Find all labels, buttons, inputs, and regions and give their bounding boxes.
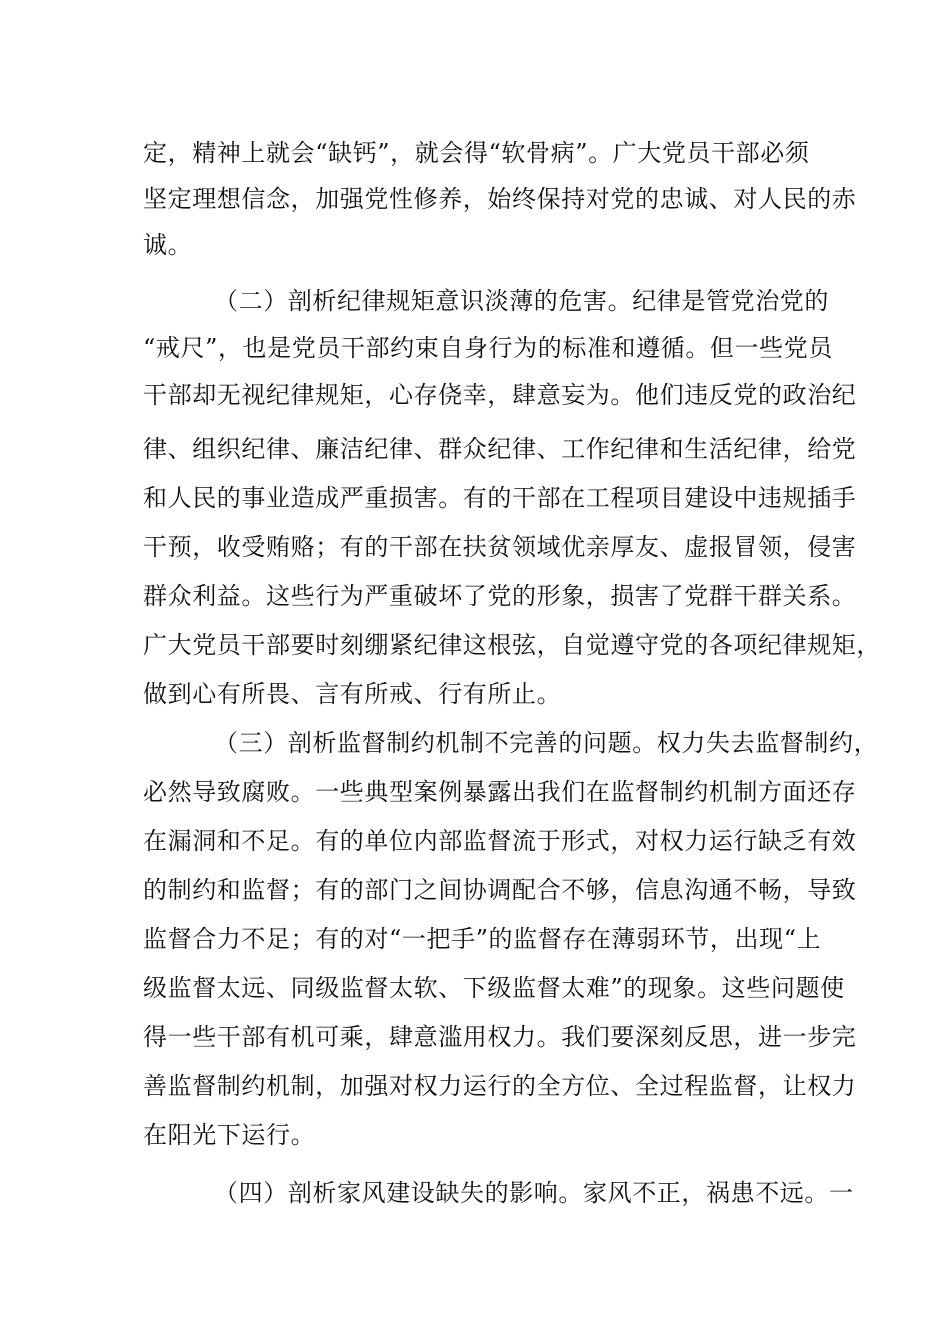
- text-line: 和人民的事业造成严重损害。有的干部在工程项目建设中违规插手: [143, 484, 857, 512]
- text-line: 得一些干部有机可乘，肆意滥用权力。我们要深刻反思，进一步完: [143, 1023, 857, 1051]
- text-line: “戒尺”，也是党员干部约束自身行为的标准和遵循。但一些党员: [143, 334, 833, 362]
- text-line: 律、组织纪律、廉洁纪律、群众纪律、工作纪律和生活纪律，给党: [143, 435, 857, 463]
- text-line: 监督合力不足；有的对“一把手”的监督存在薄弱环节，出现“上: [143, 925, 822, 953]
- text-line: 定，精神上就会“缺钙”，就会得“软骨病”。广大党员干部必须: [143, 139, 810, 167]
- text-line: 干部却无视纪律规矩，心存侥幸，肆意妄为。他们违反党的政治纪: [143, 381, 857, 409]
- section-heading-2: （二）剖析纪律规矩意识淡薄的危害。纪律是管党治党的: [214, 287, 829, 315]
- section-heading-3: （三）剖析监督制约机制不完善的问题。权力失去监督制约，: [214, 729, 879, 757]
- text-line: 诚。: [143, 231, 193, 259]
- text-line: 做到心有所畏、言有所戒、行有所止。: [143, 680, 562, 708]
- text-line: 干预，收受贿赂；有的干部在扶贫领域优亲厚友、虚报冒领，侵害: [143, 533, 857, 561]
- text-line: 善监督制约机制，加强对权力运行的全方位、全过程监督，让权力: [143, 1072, 857, 1100]
- text-line: 的制约和监督；有的部门之间协调配合不够，信息沟通不畅，导致: [143, 876, 857, 904]
- text-line: 在漏洞和不足。有的单位内部监督流于形式，对权力运行缺乏有效: [143, 827, 857, 855]
- text-line: 广大党员干部要时刻绷紧纪律这根弦，自觉遵守党的各项纪律规矩，: [143, 631, 881, 659]
- section-heading-4: （四）剖析家风建设缺失的影响。家风不正，祸患不远。一: [214, 1179, 854, 1207]
- text-line: 群众利益。这些行为严重破坏了党的形象，损害了党群干群关系。: [143, 582, 857, 610]
- text-line: 坚定理想信念，加强党性修养，始终保持对党的忠诚、对人民的赤: [143, 185, 857, 213]
- text-line: 在阳光下运行。: [143, 1121, 316, 1149]
- text-line: 必然导致腐败。一些典型案例暴露出我们在监督制约机制方面还存: [143, 778, 857, 806]
- text-line: 级监督太远、同级监督太软、下级监督太难”的现象。这些问题使: [143, 974, 845, 1002]
